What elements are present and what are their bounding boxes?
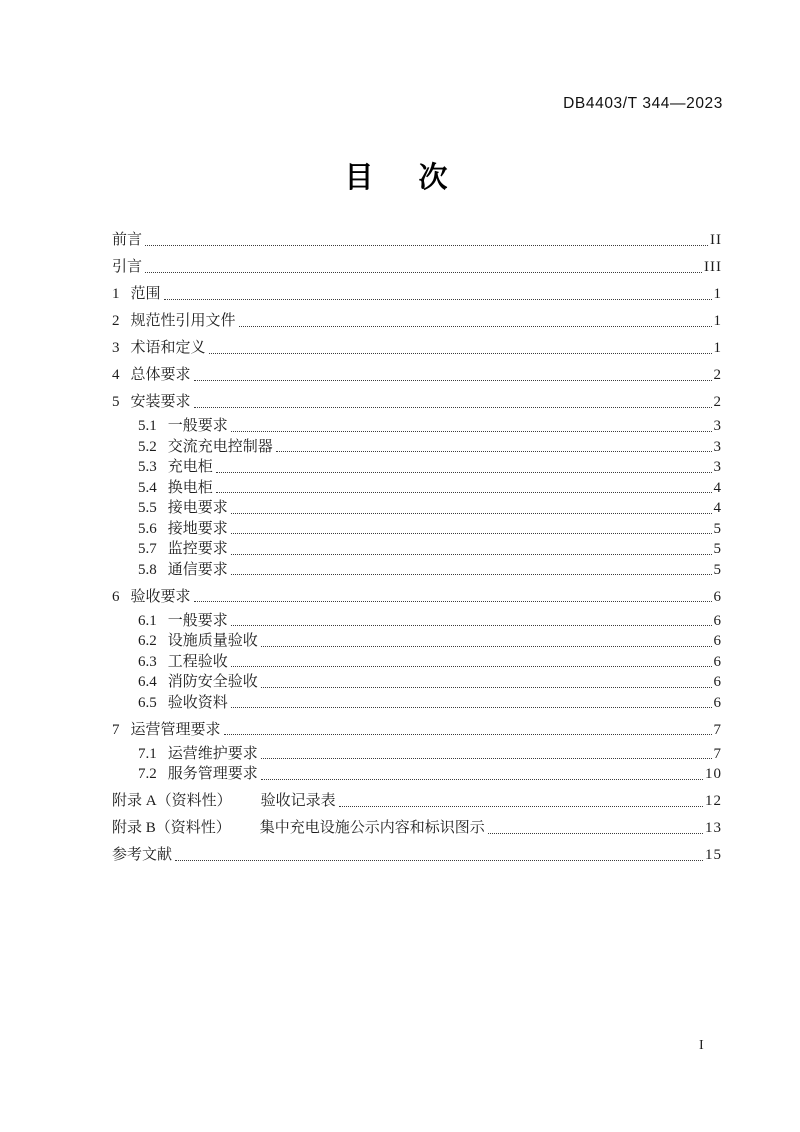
toc-entry-title: 通信要求	[167, 561, 228, 578]
toc-entry-title: 前言	[112, 232, 143, 248]
toc-entry-page: 4	[713, 500, 722, 516]
toc-entry-page: 6	[713, 653, 722, 670]
toc-entry-page: 3	[713, 418, 722, 434]
toc-entry	[112, 587, 722, 607]
toc-entry-number: 6.5	[138, 694, 157, 711]
toc-entry	[112, 284, 722, 304]
toc-entry-title: 设施质量验收	[167, 633, 258, 649]
dotted-leader	[231, 554, 712, 555]
dotted-leader	[224, 734, 712, 735]
toc-entry-title: 服务管理要求	[167, 766, 258, 782]
toc-entry	[112, 845, 722, 865]
toc-entry-number: 5.8	[138, 561, 157, 578]
dotted-leader	[488, 833, 703, 834]
dotted-leader	[231, 574, 712, 575]
toc-entry-title: 一般要求	[167, 612, 228, 629]
toc-entry-title: 集中充电设施公示内容和标识图示	[259, 820, 485, 836]
toc-entry	[112, 457, 722, 477]
dotted-leader	[231, 513, 712, 514]
dotted-leader	[164, 299, 712, 300]
toc-entry-title: 监控要求	[167, 541, 228, 557]
toc-entry-number: 附录 A（资料性）	[112, 793, 232, 809]
toc-entry	[112, 631, 722, 651]
toc-entry-title: 充电柜	[167, 459, 213, 475]
dotted-leader	[194, 601, 712, 602]
toc-entry-number: 6	[112, 588, 120, 605]
toc-entry	[112, 818, 722, 838]
toc-entry	[112, 672, 722, 692]
folio-page-number: I	[699, 1038, 704, 1053]
toc-entry-title: 验收资料	[167, 694, 228, 711]
toc-entry-title: 接电要求	[167, 500, 228, 516]
toc-entry-number: 7	[112, 721, 120, 738]
toc-entry-page: 2	[713, 394, 722, 410]
document-code: DB4403/T 344—2023	[563, 95, 723, 112]
toc-entry-page: 7	[713, 721, 722, 738]
toc-entry-title: 接地要求	[167, 520, 228, 537]
toc-entry-title: 安装要求	[130, 394, 191, 410]
dotted-leader	[231, 707, 712, 708]
toc-entry-number: 5.4	[138, 479, 157, 496]
toc-entry	[112, 791, 722, 811]
dotted-leader	[216, 472, 712, 473]
toc-entry-number: 5.3	[138, 459, 157, 475]
toc-entry-title: 参考文献	[112, 847, 173, 863]
dotted-leader	[276, 451, 712, 452]
toc-entry-title: 工程验收	[167, 653, 228, 670]
toc-entry	[112, 392, 722, 412]
toc-entry	[112, 652, 722, 672]
toc-entry-page: 7	[713, 745, 722, 762]
dotted-leader	[145, 272, 702, 273]
toc-entry	[112, 519, 722, 539]
toc-entry	[112, 498, 722, 518]
toc-entry	[112, 338, 722, 358]
toc-entry	[112, 437, 722, 457]
toc-entry-page: 4	[713, 479, 722, 496]
toc-entry	[112, 311, 722, 331]
dotted-leader	[216, 492, 712, 493]
toc-entry-number: 2	[112, 313, 120, 329]
toc-entry	[112, 720, 722, 740]
toc-entry-page: 1	[713, 340, 722, 356]
toc-entry-number: 7.1	[138, 745, 157, 762]
toc-entry-page: 13	[705, 820, 722, 836]
toc-entry-number: 6.3	[138, 653, 157, 670]
toc-entry-number: 附录 B（资料性）	[112, 820, 231, 836]
toc-entry-number: 7.2	[138, 766, 157, 782]
toc-entry	[112, 478, 722, 498]
dotted-leader	[194, 380, 712, 381]
toc-entry-page: 3	[713, 459, 722, 475]
toc-entry-page: 12	[705, 793, 722, 809]
toc-entry-title: 引言	[112, 259, 143, 275]
dotted-leader	[339, 806, 703, 807]
toc-entry-title: 规范性引用文件	[130, 313, 236, 329]
toc-entry-page: 5	[713, 541, 722, 557]
toc-entry-page: 5	[713, 561, 722, 578]
dotted-leader	[261, 758, 712, 759]
toc-entry-number: 1	[112, 286, 120, 302]
toc-entry-title: 验收要求	[130, 588, 191, 605]
toc-entry-title: 总体要求	[130, 367, 191, 383]
toc-entry-page: 6	[713, 633, 722, 649]
toc-entry-number: 3	[112, 340, 120, 356]
toc-entry-title: 运营管理要求	[130, 721, 221, 738]
toc-entry-number: 5.1	[138, 418, 157, 434]
toc-entry	[112, 257, 722, 277]
toc-entry-title: 范围	[130, 286, 161, 302]
dotted-leader	[231, 666, 712, 667]
dotted-leader	[261, 646, 712, 647]
toc-entry-number: 5.2	[138, 438, 157, 455]
toc-entry-page: 6	[713, 674, 722, 690]
dotted-leader	[145, 245, 708, 246]
toc-entry	[112, 693, 722, 713]
toc-entry-page: II	[710, 232, 722, 248]
dotted-leader	[239, 326, 712, 327]
page-title: 目 次	[344, 162, 456, 194]
dotted-leader	[175, 860, 703, 861]
toc-entry-page: 1	[713, 313, 722, 329]
toc-entry-title: 消防安全验收	[167, 674, 258, 690]
toc-entry-page: 6	[713, 588, 722, 605]
table-of-contents	[112, 230, 722, 865]
toc-entry	[112, 611, 722, 631]
toc-entry	[112, 230, 722, 250]
toc-entry	[112, 744, 722, 764]
toc-entry-title: 运营维护要求	[167, 745, 258, 762]
toc-entry-number: 5.6	[138, 520, 157, 537]
toc-entry-page: 1	[713, 286, 722, 302]
toc-entry-title: 一般要求	[167, 418, 228, 434]
toc-entry-number: 5.5	[138, 500, 157, 516]
dotted-leader	[261, 687, 712, 688]
toc-entry	[112, 539, 722, 559]
toc-entry-number: 5	[112, 394, 120, 410]
toc-entry-number: 6.1	[138, 612, 157, 629]
dotted-leader	[261, 779, 703, 780]
toc-entry-page: 10	[705, 766, 722, 782]
toc-entry-page: 6	[713, 612, 722, 629]
toc-entry-title: 术语和定义	[130, 340, 206, 356]
dotted-leader	[194, 407, 712, 408]
toc-entry-page: III	[704, 259, 722, 275]
toc-entry-page: 6	[713, 694, 722, 711]
toc-entry-page: 2	[713, 367, 722, 383]
toc-entry-number: 6.2	[138, 633, 157, 649]
toc-entry-number: 4	[112, 367, 120, 383]
toc-entry-title: 交流充电控制器	[167, 438, 273, 455]
toc-entry	[112, 764, 722, 784]
toc-entry-page: 3	[713, 438, 722, 455]
toc-entry	[112, 560, 722, 580]
toc-entry-title: 换电柜	[167, 479, 213, 496]
toc-entry-page: 5	[713, 520, 722, 537]
toc-entry-number: 6.4	[138, 674, 157, 690]
toc-entry	[112, 365, 722, 385]
dotted-leader	[209, 353, 712, 354]
toc-entry-number: 5.7	[138, 541, 157, 557]
dotted-leader	[231, 533, 712, 534]
toc-entry-title: 验收记录表	[260, 793, 336, 809]
dotted-leader	[231, 625, 712, 626]
toc-entry	[112, 416, 722, 436]
toc-entry-page: 15	[705, 847, 722, 863]
dotted-leader	[231, 431, 712, 432]
